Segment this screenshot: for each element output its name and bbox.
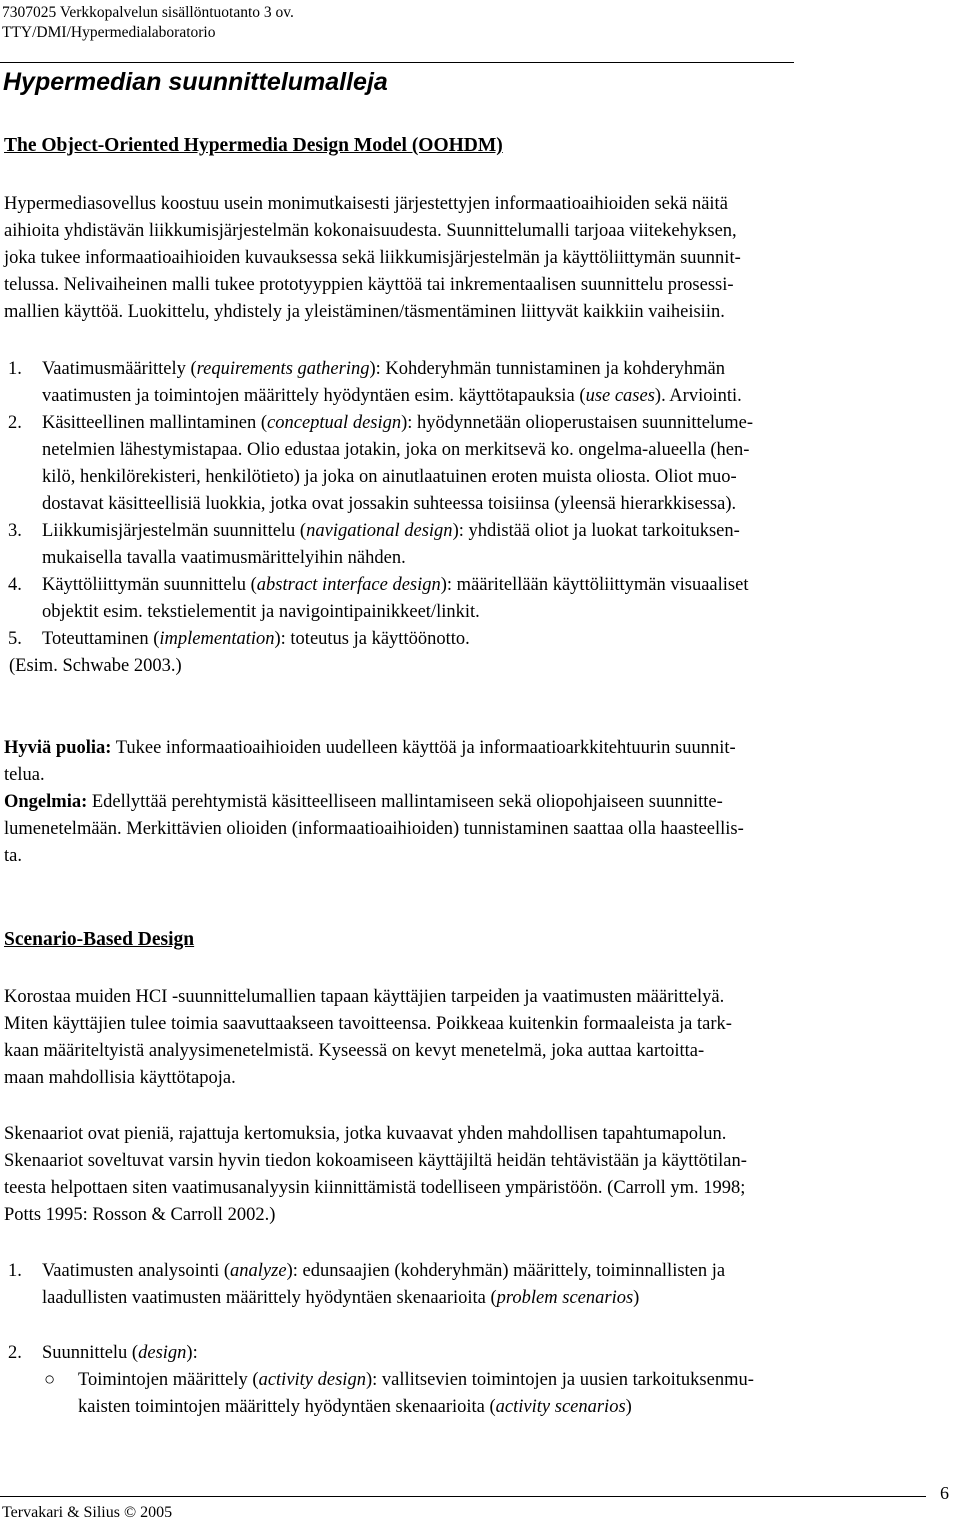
step-number: 3.	[8, 521, 22, 541]
citation: (Esim. Schwabe 2003.)	[9, 656, 182, 676]
text-line: telussa. Nelivaiheinen malli tukee prototyyppien käyttöä tai inkrementaalisen suunnittelu prosessi-	[4, 275, 734, 295]
sbd-step-2-line-1: Suunnittelu (design):	[42, 1343, 198, 1363]
pros-line-2: telua.	[4, 765, 45, 785]
bullet-line-2: kaisten toimintojen määrittely hyödyntäen skenaarioita (activity scenarios)	[78, 1397, 632, 1417]
pros-cons-block	[4, 735, 744, 870]
step-2-line-4: dostavat käsitteellisiä luokkia, jotka ovat jossakin suhteessa toisiinsa (yleensä hierarkkisessa).	[42, 494, 737, 514]
text-line: Skenaariot ovat pieniä, rajattuja kertomuksia, jotka kuvaavat yhden mahdollisen tapahtumapolun.	[4, 1124, 727, 1144]
text-line: maan mahdollisia käyttötapoja.	[4, 1068, 236, 1088]
step-number: 1.	[8, 1261, 22, 1281]
step-2-line-3: kilö, henkilörekisteri, henkilötieto) ja joka on ainutlaatuinen eroten muista oliosta. Oliot muo-	[42, 467, 737, 487]
text-line: Miten käyttäjien tulee toimia saavuttaakseen tavoitteensa. Poikkeaa kuitenkin formaaleista ja tark-	[4, 1014, 732, 1034]
step-number: 4.	[8, 575, 22, 595]
text-line: Hypermediasovellus koostuu usein monimutkaisesti järjestettyjen informaatioaihioiden sekä näitä	[4, 194, 728, 214]
text-line: Korostaa muiden HCI -suunnittelumallien tapaan käyttäjien tarpeiden ja vaatimusten määrittelyä.	[4, 987, 725, 1007]
step-4-line-1: Käyttöliittymän suunnittelu (abstract interface design): määritellään käyttöliittymän visuaaliset	[42, 575, 749, 595]
cons-label: Ongelmia:	[4, 792, 88, 812]
cons-line-2: lumenetelmään. Merkittävien olioiden (informaatioaihioiden) tunnistaminen saattaa olla haasteellis-	[4, 819, 744, 839]
text-line: mallien käyttöä. Luokittelu, yhdistely ja yleistäminen/täsmentäminen liittyvät kaikkiin vaiheisiin.	[4, 302, 725, 322]
course-header	[2, 3, 294, 43]
text-line: kaan määriteltyistä analyysimenetelmistä. Kyseessä on kevyt menetelmä, joka auttaa kartoitta-	[4, 1041, 705, 1061]
oohdm-intro-paragraph	[4, 191, 741, 326]
sbd-paragraph-2	[4, 1121, 747, 1229]
oohdm-heading: The Object-Oriented Hypermedia Design Model (OOHDM)	[4, 135, 503, 156]
text-line: Potts 1995: Rosson & Carroll 2002.)	[4, 1205, 276, 1225]
step-number: 2.	[8, 413, 22, 433]
cons-line-3: ta.	[4, 846, 22, 866]
step-2-line-2: netelmien lähestymistapaa. Olio edustaa jotakin, joka on merkitsevä ko. ongelma-alueella (hen-	[42, 440, 750, 460]
pros-label: Hyviä puolia:	[4, 738, 112, 758]
text-line: joka tukee informaatioaihioiden kuvauksessa sekä liikkumisjärjestelmän ja käyttöliittymän suunnit-	[4, 248, 741, 268]
step-number: 1.	[8, 359, 22, 379]
step-3-line-2: mukaisella tavalla vaatimusmärittelyihin nähden.	[42, 548, 406, 568]
step-3-line-1: Liikkumisjärjestelmän suunnittelu (navigational design): yhdistää oliot ja luokat tarkoituksen-	[42, 521, 740, 541]
sbd-paragraph-1	[4, 984, 732, 1092]
oohdm-steps-list	[4, 356, 960, 656]
bullet-circle-icon: ○	[44, 1370, 56, 1390]
sbd-heading: Scenario-Based Design	[4, 929, 195, 950]
sbd-step-1-line-2: laadullisten vaatimusten määrittely hyödyntäen skenaarioita (problem scenarios)	[42, 1288, 640, 1308]
pros-line-1: Hyviä puolia: Tukee informaatioaihioiden uudelleen käyttöä ja informaatioarkkitehtuurin suunnit-	[4, 738, 736, 758]
step-5-line-1: Toteuttaminen (implementation): toteutus ja käyttöönotto.	[42, 629, 470, 649]
text-line: teesta helpottaen siten vaatimusanalyysin kiinnittämistä todelliseen ympäristöön. (Carroll ym. 1998;	[4, 1178, 746, 1198]
footer-credit: Tervakari & Silius © 2005	[2, 1504, 173, 1521]
page-number: 6	[940, 1483, 949, 1503]
text-line: aihioita yhdistävän liikkumisjärjestelmän kokonaisuudesta. Suunnittelumalli tarjoaa viitekehyksen,	[4, 221, 737, 241]
step-number: 5.	[8, 629, 22, 649]
step-number: 2.	[8, 1343, 22, 1363]
cons-line-1: Ongelmia: Edellyttää perehtymistä käsitteelliseen mallintamiseen sekä oliopohjaiseen suunnitte-	[4, 792, 723, 812]
step-4-line-2: objektit esim. tekstielementit ja navigointipainikkeet/linkit.	[42, 602, 480, 622]
sbd-steps-list	[4, 1258, 960, 1428]
sbd-step-1-line-1: Vaatimusten analysointi (analyze): edunsaajien (kohderyhmän) määrittely, toiminnallisten ja	[42, 1261, 726, 1281]
text-line: Skenaariot soveltuvat varsin hyvin tiedon kokoamiseen käyttäjiltä heidän tehtävistään ja käyttötilan-	[4, 1151, 747, 1171]
step-1-line-1: Vaatimusmäärittely (requirements gathering): Kohderyhmän tunnistaminen ja kohderyhmän	[42, 359, 725, 379]
step-1-line-2: vaatimusten ja toimintojen määrittely hyödyntäen esim. käyttötapauksia (use cases). Arviointi.	[42, 386, 742, 406]
header-divider	[0, 62, 794, 63]
page-title: Hypermedian suunnittelumalleja	[3, 68, 388, 96]
department-line: TTY/DMI/Hypermedialaboratorio	[2, 24, 216, 41]
course-code-line: 7307025 Verkkopalvelun sisällöntuotanto 3 ov.	[2, 4, 294, 21]
step-2-line-1: Käsitteellinen mallintaminen (conceptual design): hyödynnetään olioperustaisen suunnittelume-	[42, 413, 754, 433]
footer-divider	[0, 1496, 926, 1497]
bullet-line-1: Toimintojen määrittely (activity design): vallitsevien toimintojen ja uusien tarkoituksenmu-	[78, 1370, 754, 1390]
